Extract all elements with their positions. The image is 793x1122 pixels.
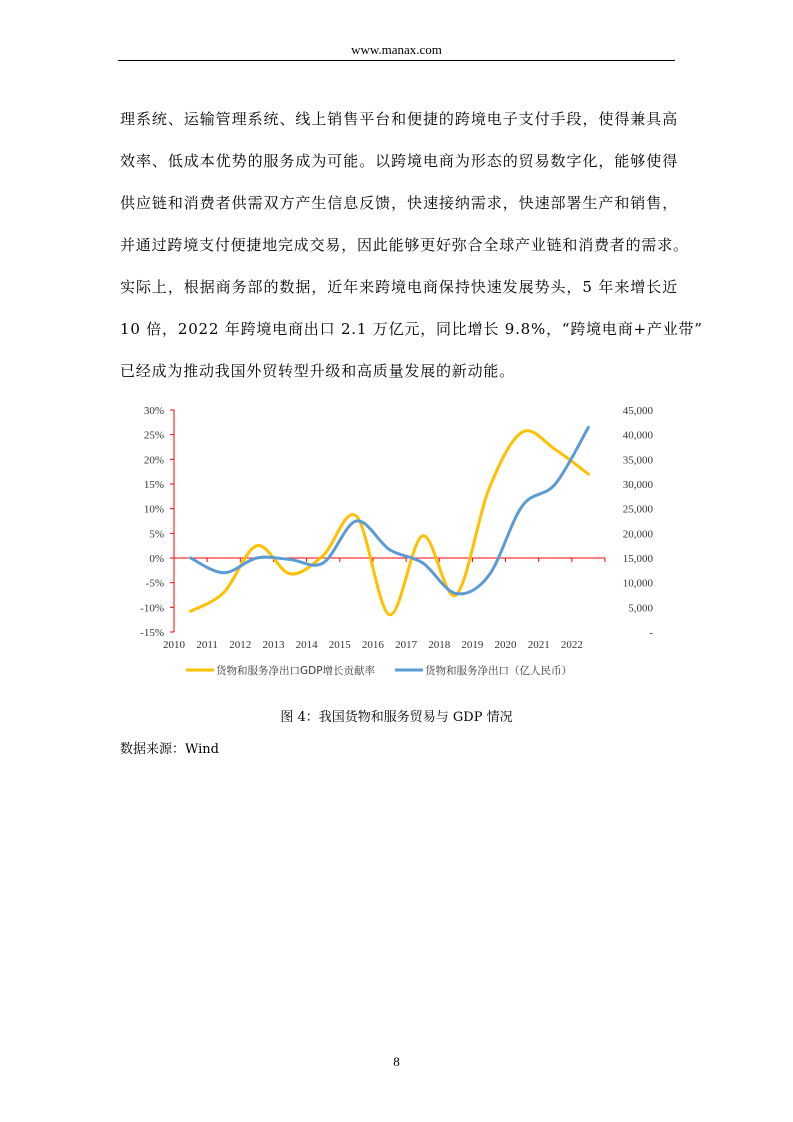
y-left-tick-label: -5% [145,577,164,590]
x-tick-label: 2021 [527,639,550,651]
x-tick-label: 2011 [196,639,218,651]
paragraph-line: 理系统、运输管理系统、线上销售平台和便捷的跨境电子支付手段，使得兼具高 [120,110,678,128]
page-number: 8 [393,1054,400,1069]
x-tick-label: 2020 [494,639,517,651]
y-right-tick-label: - [649,627,653,639]
y-right-tick-label: 20,000 [622,528,653,541]
y-right-tick-label: 10,000 [622,577,653,590]
y-left-tick-label: 30% [143,405,164,417]
x-tick-label: 2018 [428,639,451,651]
y-left-tick-label: 5% [149,528,164,541]
legend-label: 货物和服务净出口GDP增长贡献率 [216,665,376,677]
paragraph-line: 已经成为推动我国外贸转型升级和高质量发展的新动能。 [120,362,516,380]
gdp-trade-chart [0,395,793,695]
x-tick-label: 2015 [328,639,351,651]
y-left-tick-label: 15% [143,479,164,491]
y-right-tick-label: 35,000 [622,454,653,467]
x-tick-label: 2019 [461,639,484,651]
y-left-tick-label: 10% [143,503,164,516]
header-url: www.manax.com [351,42,442,57]
legend-label: 货物和服务净出口（亿人民币） [425,665,572,677]
header-rule [118,60,675,61]
series-line-gdp-contribution [191,431,589,615]
x-tick-label: 2012 [229,639,252,651]
series-line-net-export [191,427,589,594]
x-tick-label: 2017 [395,639,418,651]
x-tick-label: 2022 [560,639,583,651]
body-paragraph [120,98,703,392]
figure-caption: 图 4：我国货物和服务贸易与 GDP 情况 [280,710,513,725]
paragraph-line: 10 倍，2022 年跨境电商出口 2.1 万亿元，同比增长 9.8%，“跨境电商+产业带” [120,320,703,338]
data-source: 数据来源：Wind [120,742,219,757]
x-tick-label: 2013 [262,639,285,651]
paragraph-line: 并通过跨境支付便捷地完成交易，因此能够更好弥合全球产业链和消费者的需求。 [120,236,689,254]
y-right-tick-label: 5,000 [628,602,653,615]
y-left-tick-label: -10% [140,602,164,615]
paragraph-line: 供应链和消费者供需双方产生信息反馈，快速接纳需求，快速部署生产和销售， [120,194,678,212]
y-left-tick-label: -15% [140,627,164,639]
x-tick-label: 2016 [361,639,384,651]
y-right-tick-label: 40,000 [622,429,653,442]
y-left-tick-label: 20% [143,454,164,467]
y-right-tick-label: 30,000 [622,479,653,491]
y-right-tick-label: 45,000 [622,405,653,417]
paragraph-line: 效率、低成本优势的服务成为可能。以跨境电商为形态的贸易数字化，能够使得 [120,152,678,170]
x-tick-label: 2010 [163,639,185,651]
x-tick-label: 2014 [295,639,318,651]
paragraph-line: 实际上，根据商务部的数据，近年来跨境电商保持快速发展势头，5 年来增长近 [120,278,678,296]
y-right-tick-label: 25,000 [622,503,653,516]
chart-svg [0,395,793,695]
y-left-tick-label: 0% [149,553,164,565]
y-right-tick-label: 15,000 [622,553,653,565]
y-left-tick-label: 25% [143,429,164,442]
